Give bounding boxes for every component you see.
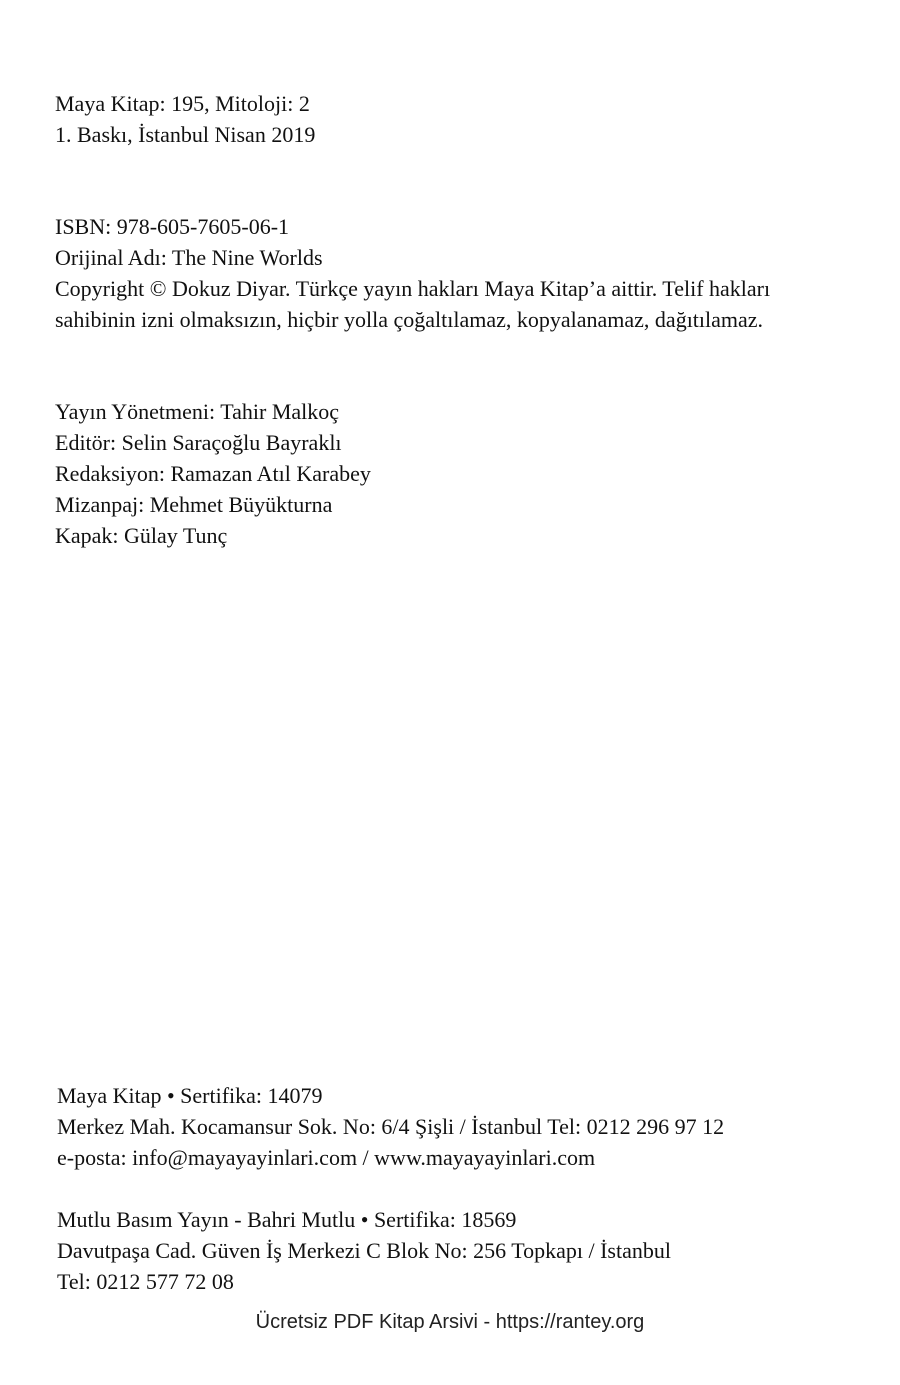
isbn: ISBN: 978-605-7605-06-1 [55, 214, 290, 239]
printer-certificate: Mutlu Basım Yayın - Bahri Mutlu • Sertifika: 18569 [57, 1207, 517, 1232]
isbn-copyright-info [55, 211, 770, 335]
original-title: Orijinal Adı: The Nine Worlds [55, 245, 323, 270]
printer-address: Davutpaşa Cad. Güven İş Merkezi C Blok No: 256 Topkapı / İstanbul [57, 1238, 671, 1263]
printer-info [57, 1204, 671, 1297]
copyright-line-2: sahibinin izni olmaksızın, hiçbir yolla çoğaltılamaz, kopyalanamaz, dağıtılamaz. [55, 307, 764, 332]
credit-redaction: Redaksiyon: Ramazan Atıl Karabey [55, 461, 371, 486]
printer-phone: Tel: 0212 577 72 08 [57, 1269, 234, 1294]
edition-info: 1. Baskı, İstanbul Nisan 2019 [55, 122, 316, 147]
credit-editor: Editör: Selin Saraçoğlu Bayraklı [55, 430, 342, 455]
publisher-address: Merkez Mah. Kocamansur Sok. No: 6/4 Şişli / İstanbul Tel: 0212 296 97 12 [57, 1114, 725, 1139]
publisher-certificate: Maya Kitap • Sertifika: 14079 [57, 1083, 323, 1108]
credit-director: Yayın Yönetmeni: Tahir Malkoç [55, 399, 340, 424]
credit-cover: Kapak: Gülay Tunç [55, 523, 228, 548]
publisher-contact: e-posta: info@mayayayinlari.com / www.mayayayinlari.com [57, 1145, 596, 1170]
series-info [55, 88, 315, 150]
credit-layout: Mizanpaj: Mehmet Büyükturna [55, 492, 333, 517]
footer-note: Ücretsiz PDF Kitap Arsivi - https://rantey.org [255, 1311, 645, 1333]
series-number: Maya Kitap: 195, Mitoloji: 2 [55, 91, 310, 116]
staff-credits [55, 396, 371, 551]
publisher-info [57, 1080, 724, 1173]
copyright-line-1: Copyright © Dokuz Diyar. Türkçe yayın hakları Maya Kitap’a aittir. Telif hakları [55, 276, 771, 301]
